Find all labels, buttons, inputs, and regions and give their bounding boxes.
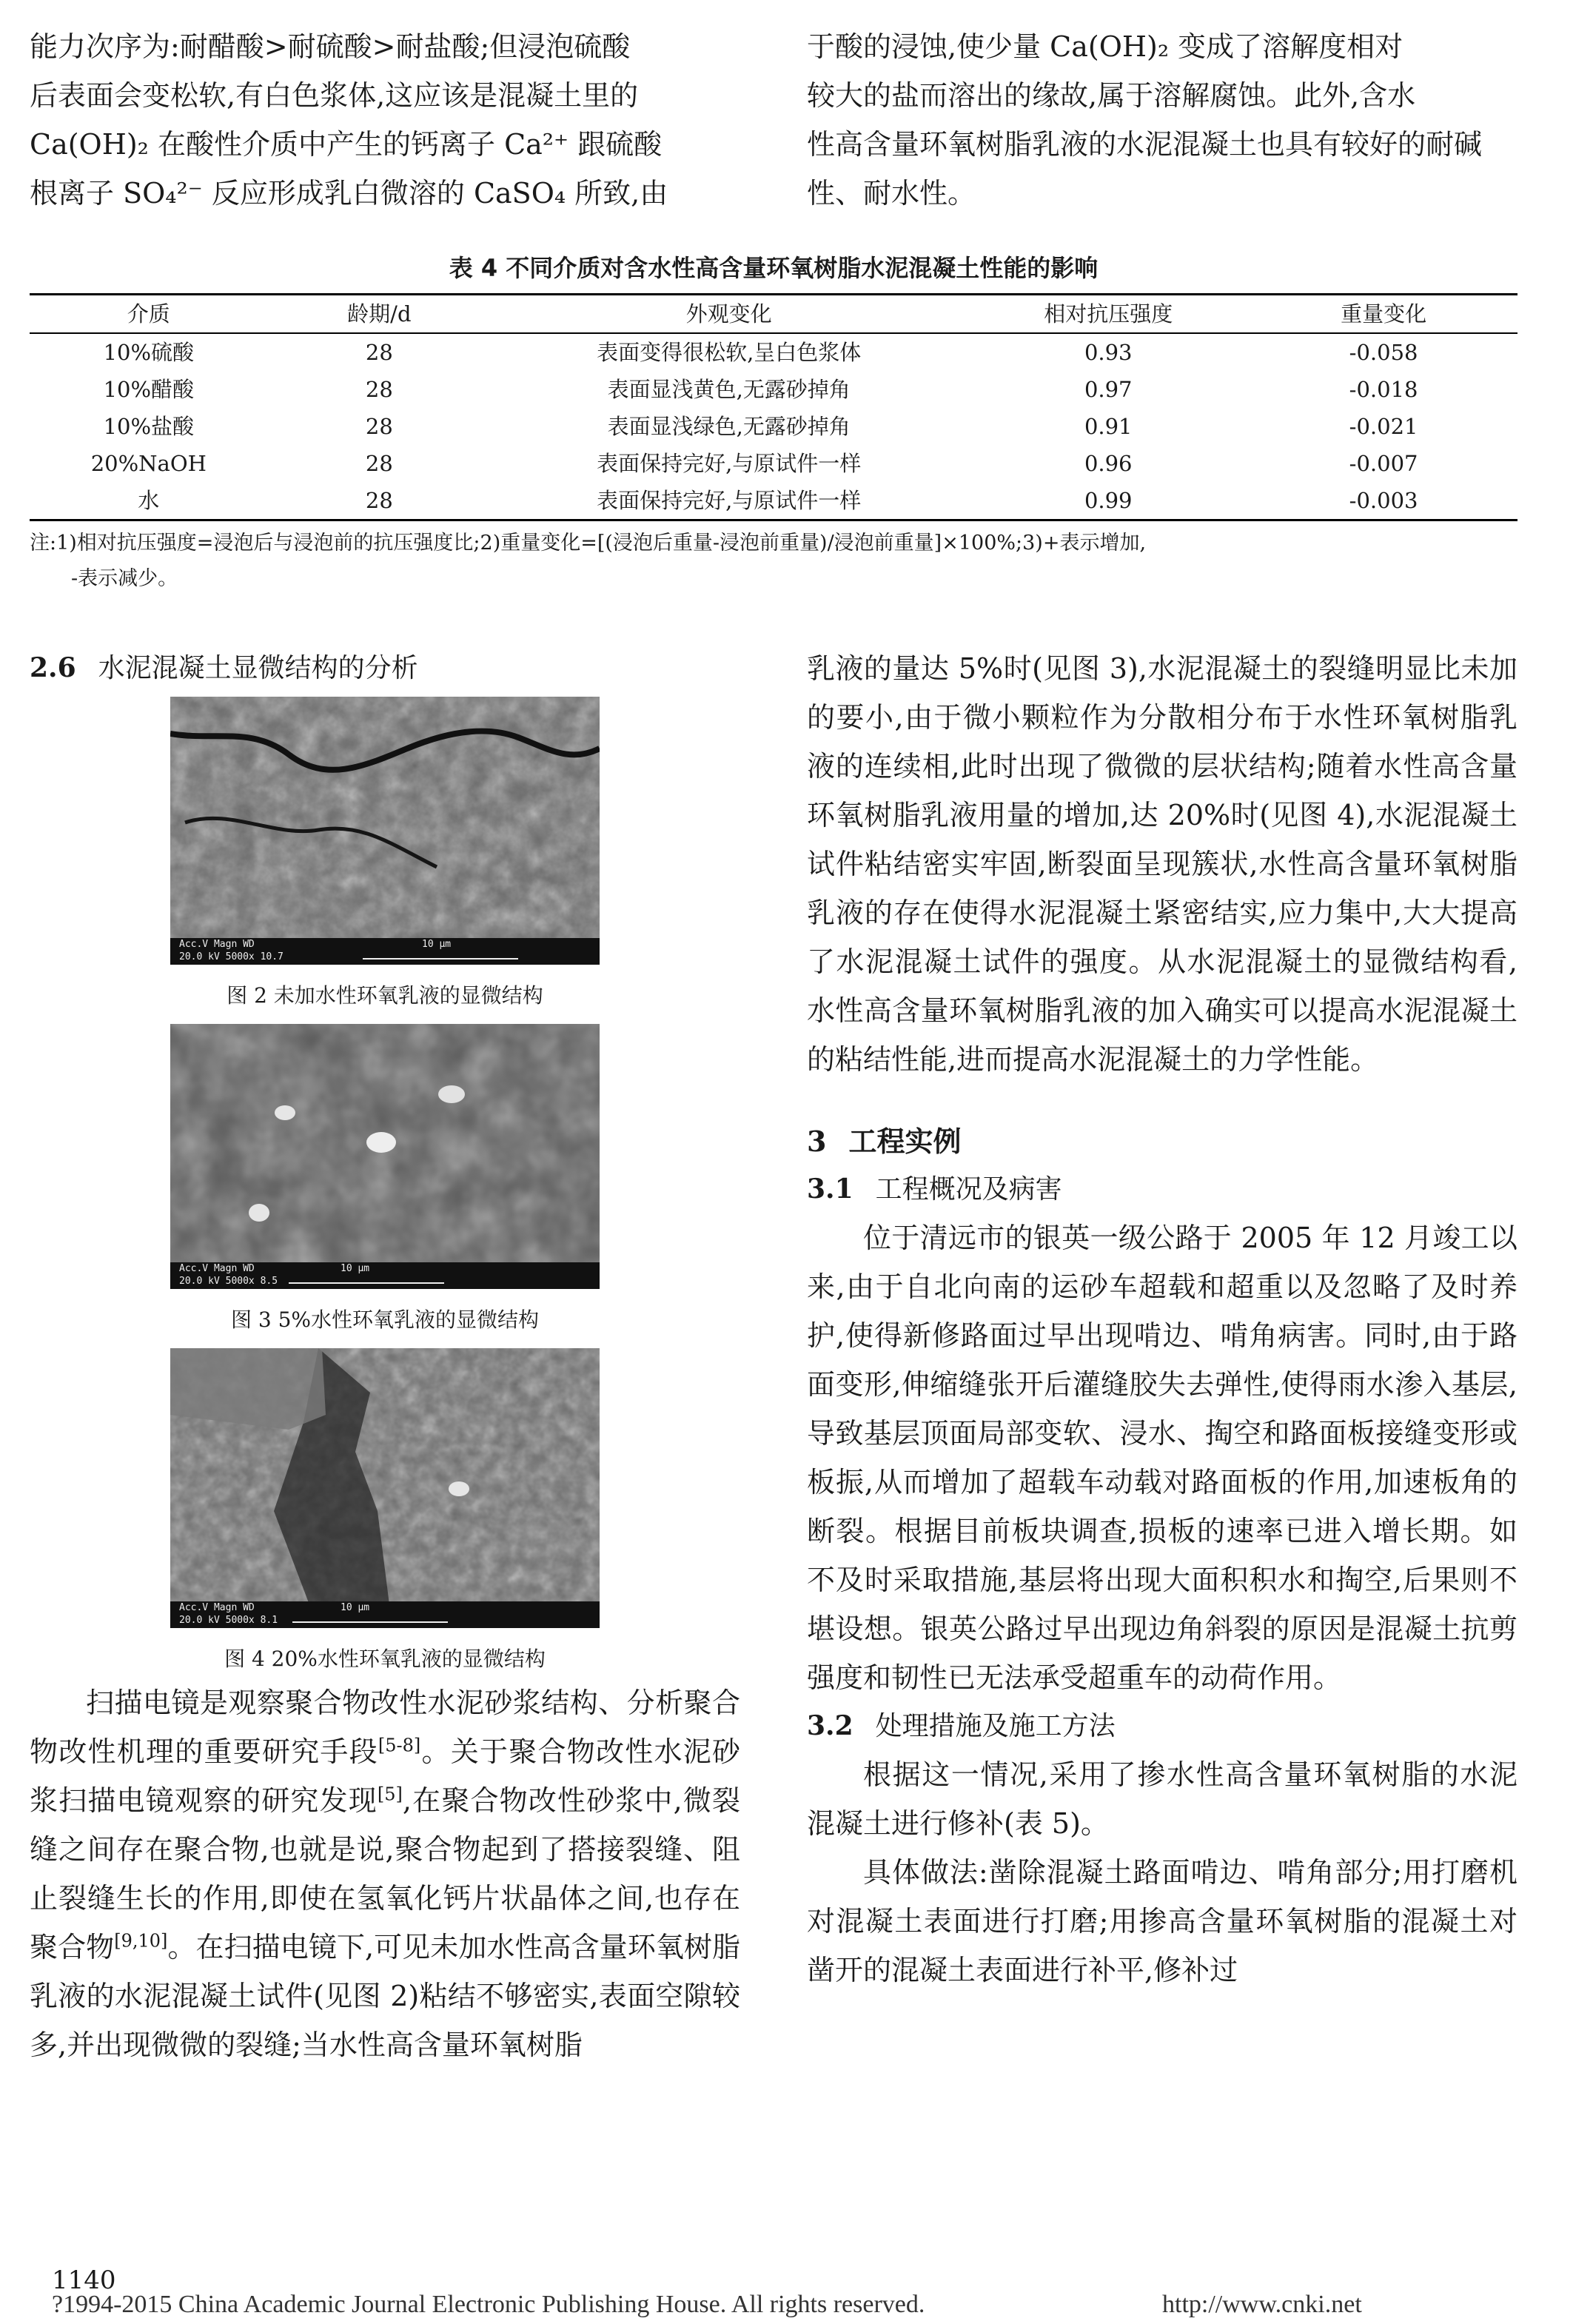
- table-cell: 28: [365, 414, 393, 439]
- left-column-lower: [30, 644, 740, 2069]
- sem-wd: 10.7: [260, 951, 284, 962]
- sem-bar-line: 20.0 kV 5000x: [179, 1276, 255, 1287]
- citation: [5]: [377, 1784, 403, 1805]
- right-column-lower: [807, 644, 1517, 1995]
- section-title: 水泥混凝土显微结构的分析: [98, 653, 418, 683]
- table-cell: -0.003: [1349, 488, 1418, 513]
- footer-link[interactable]: http://www.cnki.net: [1162, 2291, 1362, 2318]
- table-note-line: 注:1)相对抗压强度=浸泡后与浸泡前的抗压强度比;2)重量变化=[(浸泡后重量-浸泡前重量)/浸泡前重量]×100%;3)+表示增加,: [30, 532, 1147, 555]
- figure-caption: 图 4 20%水性环氧乳液的显微结构: [224, 1647, 546, 1671]
- section-number: 2.6: [30, 652, 76, 683]
- table-cell: 0.91: [1084, 414, 1133, 439]
- table-cell: 表面保持完好,与原试件一样: [597, 451, 862, 476]
- table-cell: 10%盐酸: [103, 414, 195, 439]
- table-cell: 28: [365, 488, 393, 513]
- table-header-row: [30, 295, 1517, 334]
- sem-scale-label: 10 μm: [341, 1263, 370, 1274]
- table-row: [30, 482, 1517, 520]
- table-cell: 0.93: [1084, 340, 1133, 365]
- table-header: 介质: [127, 301, 170, 327]
- table-title: 表 4 不同介质对含水性高含量环氧树脂水泥混凝土性能的影响: [449, 254, 1099, 282]
- section-number: 3: [807, 1125, 827, 1158]
- sem-bar-line: Acc.V Magn WD: [179, 939, 255, 950]
- section-heading-3: [807, 1118, 1517, 1165]
- table-note-line: -表示减少。: [71, 567, 178, 590]
- figure-2: [30, 697, 740, 1011]
- sem-wd: 8.5: [260, 1276, 278, 1287]
- sem-bar-line: Acc.V Magn WD: [179, 1602, 255, 1613]
- table-row: [30, 408, 1517, 445]
- table-row: [30, 333, 1517, 371]
- body-paragraph: [30, 1678, 740, 2069]
- figure-3: [30, 1024, 740, 1335]
- table-header: 相对抗压强度: [1044, 301, 1173, 327]
- text-run: 。在扫描电镜下,可见未加水性高含量环氧树脂乳液的水泥混凝土试件(见图 2)粘结不够密实,表面空隙较多,并出现微微的裂缝;当水性高含量环氧树脂: [30, 1931, 740, 2061]
- body-paragraph: 位于清远市的银英一级公路于 2005 年 12 月竣工以来,由于自北向南的运砂车超载和超重以及忽略了及时养护,使得新修路面过早出现啃边、啃角病害。同时,由于路面变形,伸缩缝张开后灌缝胶失去弹性,使得雨水渗入基层,导致基层顶面局部变软、浸水、掏空和路面板接缝变形或板振,从而增加了超载车动载对路面板的作用,加速板角的断裂。根据目前板块调查,损板的速率已进入增长期。如不及时采取措施,基层将出现大面积积水和掏空,后果则不堪设想。银英公路过早出现边角斜裂的原因是混凝土抗剪强度和韧性已无法承受超重车的动荷作用。: [807, 1222, 1517, 1694]
- body-line: 能力次序为:耐醋酸>耐硫酸>耐盐酸;但浸泡硫酸: [30, 30, 631, 63]
- table-row: [30, 445, 1517, 482]
- sem-bar-line: 20.0 kV 5000x: [179, 951, 255, 962]
- text-run: 扫描电镜是观察聚合物改性水泥砂浆结构、分析聚合物改性机理的重要研究手段: [30, 1687, 740, 1768]
- section-title: 工程概况及病害: [875, 1174, 1062, 1205]
- table-cell: 28: [365, 377, 393, 402]
- table-cell: 水: [138, 488, 160, 513]
- citation: [5-8]: [378, 1735, 421, 1756]
- sem-bar-line: Acc.V Magn WD: [179, 1263, 255, 1274]
- table-cell: 10%硫酸: [103, 340, 195, 365]
- table-cell: 表面变得很松软,呈白色浆体: [597, 340, 862, 365]
- body-paragraph: 乳液的量达 5%时(见图 3),水泥混凝土的裂缝明显比未加的要小,由于微小颗粒作为分散相分布于水性环氧树脂乳液的连续相,此时出现了微微的层状结构;随着水性高含量环氧树脂乳液用量的增加,达 20%时(见图 4),水泥混凝土试件粘结密实牢固,断裂面呈现簇状,水性高含量环氧树脂乳液的存在使得水泥混凝土紧密结实,应力集中,大大提高了水泥混凝土试件的强度。从水泥混凝土的显微结构看,水性高含量环氧树脂乳液的加入确实可以提高水泥混凝土的粘结性能,进而提高水泥混凝土的力学性能。: [807, 652, 1517, 1076]
- sem-info-bar: [170, 1601, 600, 1628]
- sem-info-bar: [170, 1262, 600, 1289]
- section-heading-3-1: [807, 1165, 1517, 1213]
- table-cell: -0.021: [1349, 414, 1418, 439]
- sem-image-fig3: [170, 1024, 600, 1289]
- body-line: Ca(OH)₂ 在酸性介质中产生的钙离子 Ca²⁺ 跟硫酸: [30, 128, 663, 161]
- table-cell: 20%NaOH: [90, 451, 207, 476]
- figure-caption: 图 3 5%水性环氧乳液的显微结构: [230, 1307, 540, 1332]
- sem-bar-line: 20.0 kV 5000x: [179, 1615, 255, 1626]
- table-cell: 0.99: [1084, 488, 1133, 513]
- body-line: 于酸的浸蚀,使少量 Ca(OH)₂ 变成了溶解度相对: [807, 30, 1403, 63]
- table-cell: 表面保持完好,与原试件一样: [597, 488, 862, 513]
- text-run: ,在聚合物改性砂浆中,微裂缝之间存在聚合物,也就是说,聚合物起到了搭接裂缝、阻止裂缝生长的作用,即使在氢氧化钙片状晶体之间,也存在聚合物: [30, 1784, 740, 1963]
- table-cell: -0.058: [1349, 340, 1418, 365]
- figure-caption: 图 2 未加水性环氧乳液的显微结构: [227, 983, 543, 1008]
- body-line: 性、耐水性。: [807, 177, 976, 210]
- page-number: 1140: [52, 2266, 116, 2295]
- section-number: 3.1: [807, 1173, 853, 1205]
- sem-info-bar: [170, 938, 600, 965]
- table-cell: -0.018: [1349, 377, 1418, 402]
- table-cell: 0.97: [1084, 377, 1133, 402]
- body-paragraph: 根据这一情况,采用了掺水性高含量环氧树脂的水泥混凝土进行修补(表 5)。: [807, 1758, 1517, 1840]
- sem-image-fig4: [170, 1348, 600, 1628]
- table-cell: 0.96: [1084, 451, 1133, 476]
- body-line: 后表面会变松软,有白色浆体,这应该是混凝土里的: [30, 79, 639, 112]
- data-table: [30, 293, 1517, 521]
- section-heading-3-2: [807, 1702, 1517, 1750]
- table-note: [30, 526, 1517, 597]
- table-cell: 28: [365, 451, 393, 476]
- sem-image-fig2: [170, 697, 600, 965]
- section-title: 处理措施及施工方法: [875, 1711, 1116, 1741]
- table-header: 龄期/d: [347, 301, 412, 327]
- table-cell: 28: [365, 340, 393, 365]
- table-header: 重量变化: [1341, 301, 1427, 327]
- table-row: [30, 371, 1517, 408]
- sem-scale-label: 10 μm: [422, 939, 452, 950]
- table-header: 外观变化: [685, 301, 772, 327]
- copyright-notice: ?1994-2015 China Academic Journal Electronic Publishing House. All rights reserved.: [52, 2291, 925, 2318]
- left-column-top: [30, 22, 740, 218]
- body-line: 较大的盐而溶出的缘故,属于溶解腐蚀。此外,含水: [807, 79, 1416, 112]
- body-line: 性高含量环氧树脂乳液的水泥混凝土也具有较好的耐碱: [807, 128, 1483, 161]
- table-cell: 表面显浅绿色,无露砂掉角: [607, 414, 851, 439]
- table-cell: 10%醋酸: [103, 377, 195, 402]
- table-cell: -0.007: [1349, 451, 1418, 476]
- right-column-top: [807, 22, 1517, 218]
- text-run: 。关于聚合物改性水泥砂浆扫描电镜观察的研究发现: [30, 1735, 740, 1817]
- body-line: 根离子 SO₄²⁻ 反应形成乳白微溶的 CaSO₄ 所致,由: [30, 177, 668, 210]
- section-title: 工程实例: [848, 1125, 962, 1158]
- table-cell: 表面显浅黄色,无露砂掉角: [607, 377, 851, 402]
- table-4: [30, 250, 1517, 597]
- section-number: 3.2: [807, 1710, 853, 1741]
- sem-scale-label: 10 μm: [341, 1602, 370, 1613]
- citation: [9,10]: [114, 1930, 168, 1952]
- section-heading-2-6: [30, 644, 740, 692]
- sem-wd: 8.1: [260, 1615, 278, 1626]
- body-paragraph: 具体做法:凿除混凝土路面啃边、啃角部分;用打磨机对混凝土表面进行打磨;用掺高含量环氧树脂的混凝土对凿开的混凝土表面进行补平,修补过: [807, 1856, 1517, 1986]
- figure-4: [30, 1348, 740, 1674]
